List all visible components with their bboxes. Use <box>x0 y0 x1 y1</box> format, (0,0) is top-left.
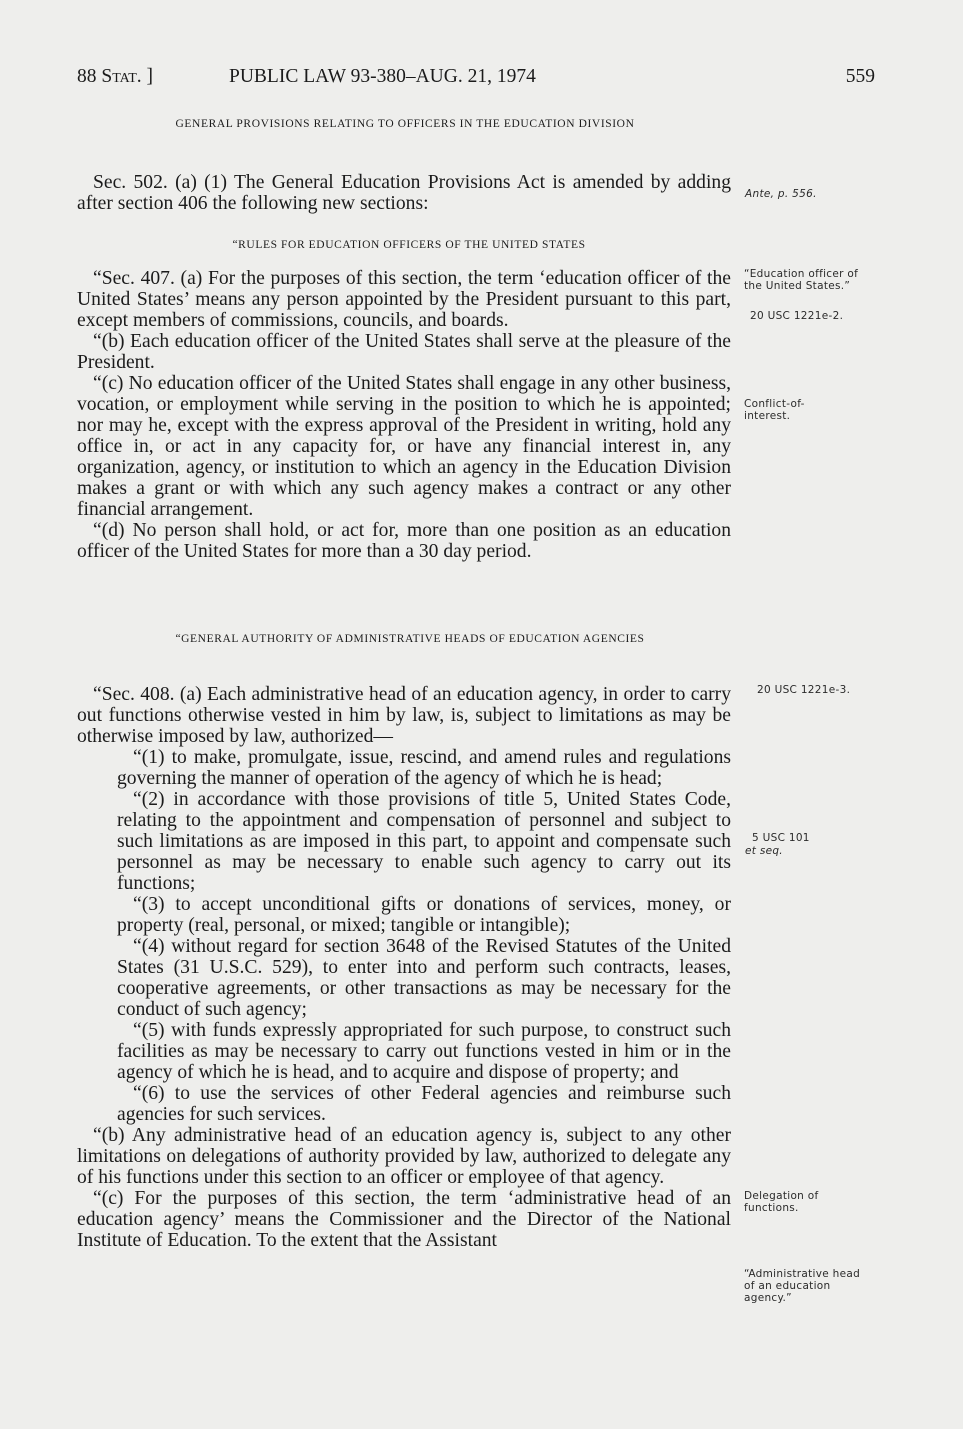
header-title: PUBLIC LAW 93-380–AUG. 21, 1974 <box>229 66 536 87</box>
sec-408-a: “Sec. 408. (a) Each administrative head of an education agency, in order to carry out functions otherwise vested in him by law, is, subject to limitations as may be otherwise imposed by law, authorized— <box>77 684 731 747</box>
list-item: “(3) to accept unconditional gifts or donations of services, money, or property (real, personal, or mixed; tangible or intangible); <box>117 894 731 936</box>
section-502 <box>77 172 731 214</box>
margin-note-5-usc-101: 5 USC 101 <box>752 832 810 844</box>
sec-407-d: “(d) No person shall hold, or act for, more than one position as an education officer of the United States for more than a 30 day period. <box>77 520 731 562</box>
sec-408-a-list <box>77 747 731 1125</box>
margin-note-ante: Ante, p. 556. <box>745 188 817 200</box>
margin-note-education-officer: “Education officer of the United States.” <box>744 268 859 292</box>
list-item: “(4) without regard for section 3648 of the Revised Statutes of the United States (31 U.S.C. 529), to enter into and perform such contracts, leases, cooperative agreements, or other transactions as may be necessary for the conduct of such agency; <box>117 936 731 1020</box>
margin-note-usc-1221e-3: 20 USC 1221e-3. <box>757 684 851 696</box>
margin-note-usc-1221e-2: 20 USC 1221e-2. <box>750 310 844 322</box>
sec-408-c: “(c) For the purposes of this section, the term ‘administrative head of an education agency’ means the Commissioner and the Director of the National Institute of Education. To the extent that the Assistant <box>77 1188 731 1251</box>
list-item: “(5) with funds expressly appropriated for such purpose, to construct such facilities as may be necessary to carry out functions vested in him or in the agency of which he is head, and to acquire and dispose of property; and <box>117 1020 731 1083</box>
sec-407-b: “(b) Each education officer of the United States shall serve at the pleasure of the President. <box>77 331 731 373</box>
section-408 <box>77 684 731 1251</box>
margin-note-et-seq: et seq. <box>745 845 783 857</box>
margin-note-conflict: Conflict-of-interest. <box>744 398 805 422</box>
section-heading-407: “RULES FOR EDUCATION OFFICERS OF THE UNITED STATES <box>232 239 586 251</box>
margin-note-delegation: Delegation of functions. <box>744 1190 819 1214</box>
section-heading-408: “GENERAL AUTHORITY OF ADMINISTRATIVE HEADS OF EDUCATION AGENCIES <box>175 633 645 645</box>
margin-note-admin-head: “Administrative head of an education agency.” <box>744 1268 861 1304</box>
sec-408-b: “(b) Any administrative head of an education agency is, subject to any other limitations on delegations of authority provided by law, authorized to delegate any of his functions under this section to an officer or employee of that agency. <box>77 1125 731 1188</box>
list-item: “(6) to use the services of other Federal agencies and reimburse such agencies for such services. <box>117 1083 731 1125</box>
section-407 <box>77 268 731 562</box>
sec-407-c: “(c) No education officer of the United States shall engage in any other business, vocation, or employment while serving in the position to which he is appointed; nor may he, except with the express approval of the President in writing, hold any office in, or act in any capacity for, or have any financial interest in, any organization, agency, or institution to which an agency in the Education Division makes a grant or with which any such agency makes a contract or any other financial arrangement. <box>77 373 731 520</box>
list-item: “(1) to make, promulgate, issue, rescind, and amend rules and regulations governing the manner of operation of the agency of which he is head; <box>117 747 731 789</box>
section-heading-502: GENERAL PROVISIONS RELATING TO OFFICERS IN THE EDUCATION DIVISION <box>175 118 635 130</box>
header-page-number: 559 <box>845 66 875 87</box>
header-volume: 88 Stat. ] <box>77 66 154 87</box>
sec-502-paragraph: Sec. 502. (a) (1) The General Education Provisions Act is amended by adding after section 406 the following new sections: <box>77 172 731 214</box>
sec-407-a: “Sec. 407. (a) For the purposes of this section, the term ‘education officer of the United States’ means any person appointed by the President pursuant to this part, except members of commissions, councils, and boards. <box>77 268 731 331</box>
list-item: “(2) in accordance with those provisions of title 5, United States Code, relating to the appointment and compensation of personnel and subject to such limitations as are imposed in this part, to appoint and compensate such personnel as may be necessary to enable such agency to carry out its functions; <box>117 789 731 894</box>
